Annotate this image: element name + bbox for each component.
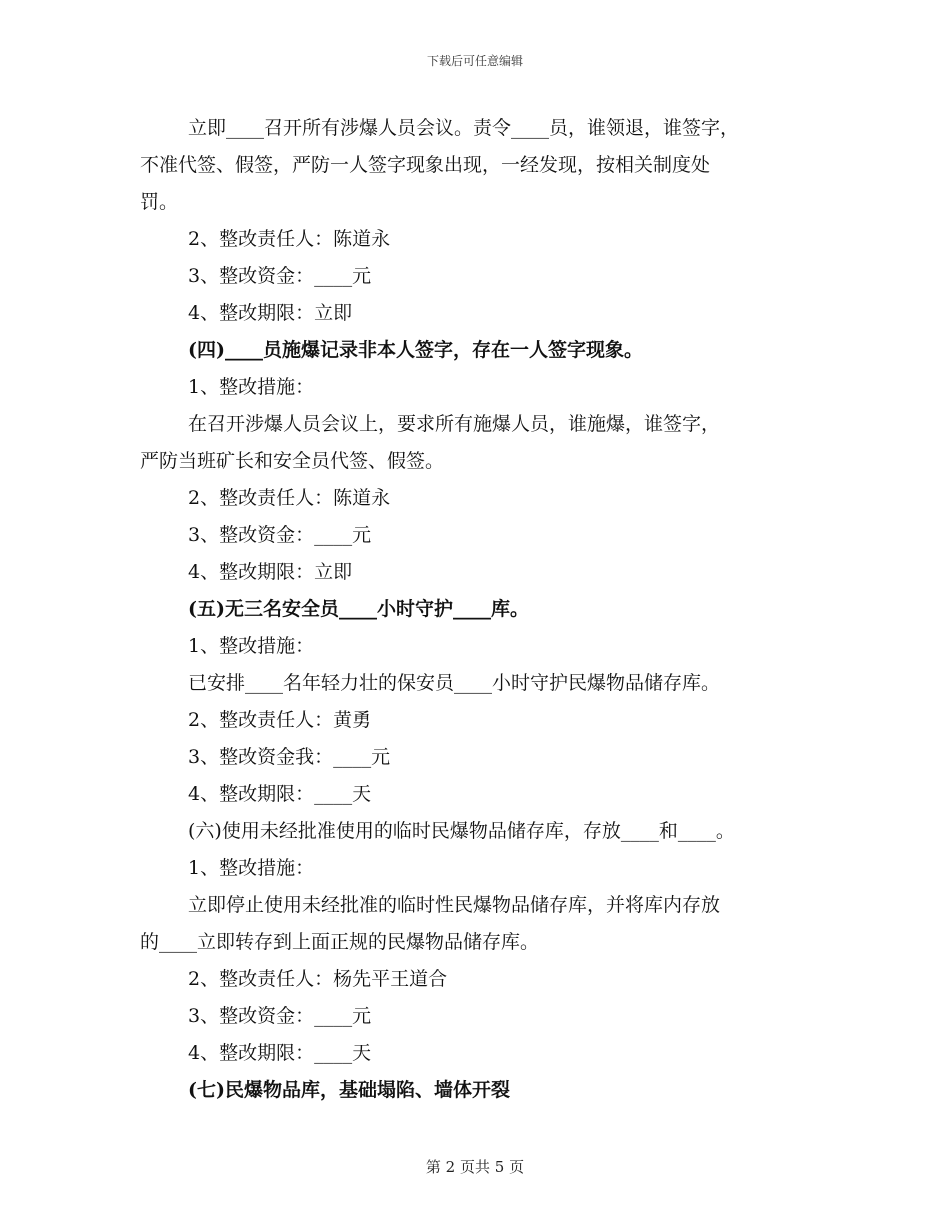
list-item: 1、整改措施： bbox=[188, 376, 315, 398]
document-body bbox=[140, 110, 820, 1109]
section-heading: (五)无三名安全员____小时守护____库。 bbox=[188, 598, 529, 620]
section-heading: (六)使用未经批准使用的临时民爆物品储存库，存放____和____。 bbox=[188, 820, 735, 842]
paragraph-line: 立即停止使用未经批准的临时性民爆物品储存库，并将库内存放 bbox=[188, 894, 721, 916]
section-heading: (四)____员施爆记录非本人签字，存在一人签字现象。 bbox=[188, 339, 643, 361]
list-item: 2、整改责任人：黄勇 bbox=[188, 709, 372, 731]
list-item: 4、整改期限：立即 bbox=[188, 302, 353, 324]
list-item: 2、整改责任人：杨先平王道合 bbox=[188, 968, 448, 990]
list-item: 4、整改期限：____天 bbox=[188, 783, 372, 805]
list-item: 3、整改资金：____元 bbox=[188, 524, 372, 546]
list-item: 2、整改责任人：陈道永 bbox=[188, 228, 391, 250]
paragraph-line: 不准代签、假签，严防一人签字现象出现，一经发现，按相关制度处 bbox=[140, 154, 711, 176]
paragraph-line: 立即____召开所有涉爆人员会议。责令____员，谁领退，谁签字， bbox=[188, 117, 740, 139]
list-item: 4、整改期限：____天 bbox=[188, 1042, 372, 1064]
list-item: 2、整改责任人：陈道永 bbox=[188, 487, 391, 509]
list-item: 3、整改资金我：____元 bbox=[188, 746, 391, 768]
page-number: 第 2 页共 5 页 bbox=[425, 1158, 525, 1176]
list-item: 4、整改期限：立即 bbox=[188, 561, 353, 583]
paragraph-line: 严防当班矿长和安全员代签、假签。 bbox=[140, 450, 445, 472]
paragraph-line: 在召开涉爆人员会议上，要求所有施爆人员，谁施爆，谁签字， bbox=[188, 413, 721, 435]
paragraph-line: 罚。 bbox=[140, 191, 179, 213]
page-header: 下载后可任意编辑 bbox=[426, 54, 523, 68]
paragraph-line: 已安排____名年轻力壮的保安员____小时守护民爆物品储存库。 bbox=[188, 672, 721, 694]
list-item: 1、整改措施： bbox=[188, 857, 315, 879]
list-item: 1、整改措施： bbox=[188, 635, 315, 657]
paragraph-line: 的____立即转存到上面正规的民爆物品储存库。 bbox=[140, 931, 540, 953]
list-item: 3、整改资金：____元 bbox=[188, 265, 372, 287]
section-heading: (七)民爆物品库，基础塌陷、墙体开裂 bbox=[188, 1079, 510, 1101]
list-item: 3、整改资金：____元 bbox=[188, 1005, 372, 1027]
